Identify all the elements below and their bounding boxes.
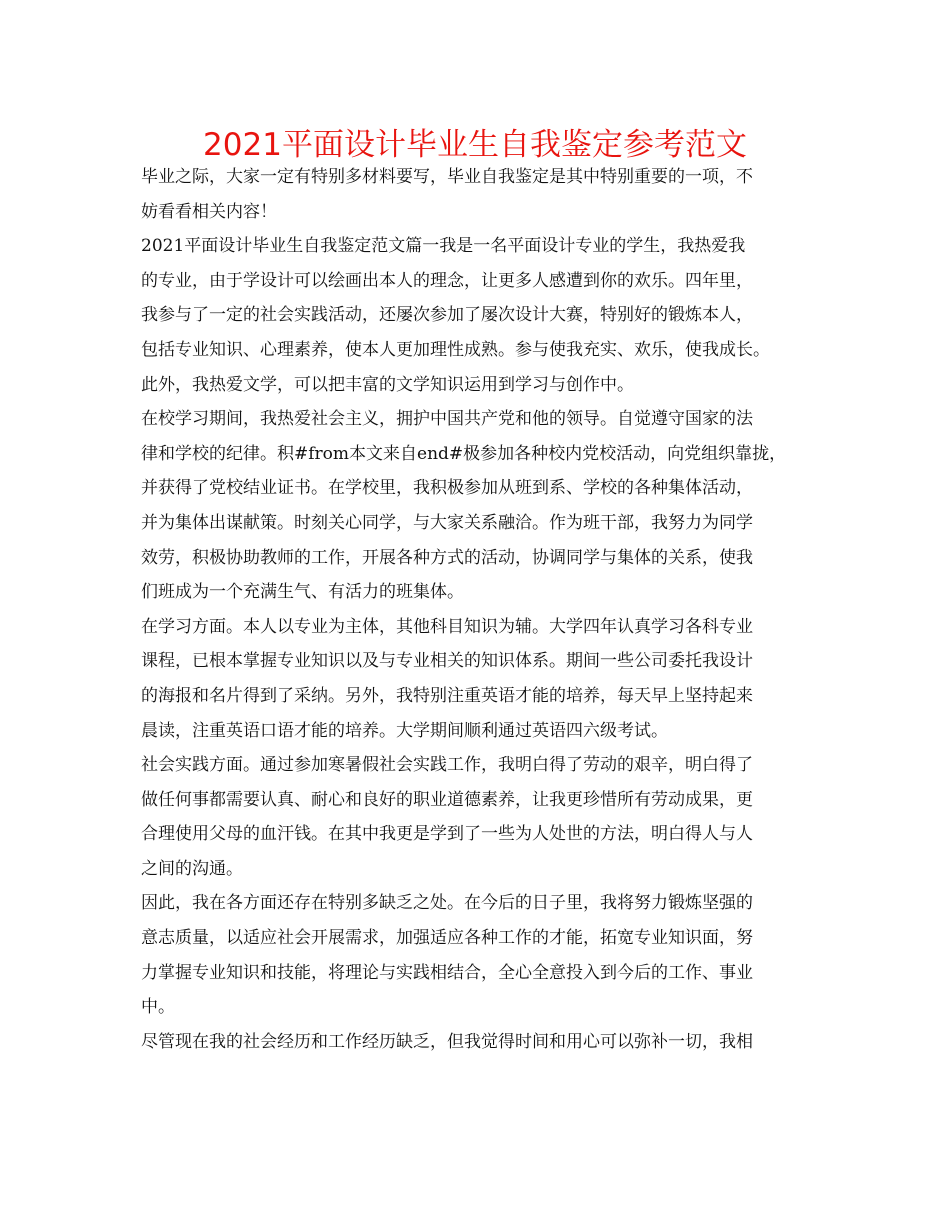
text-line: 毕业之际，大家一定有特别多材料要写，毕业自我鉴定是其中特别重要的一项，不 <box>141 167 753 187</box>
text-line: 在校学习期间，我热爱社会主义，拥护中国共产党和他的领导。自觉遵守国家的法 <box>141 409 753 430</box>
text-line: 并为集体出谋献策。时刻关心同学，与大家关系融洽。作为班干部，我努力为同学 <box>141 512 753 533</box>
text-line: 中。 <box>141 997 175 1018</box>
text-line: 课程，已根本掌握专业知识以及与专业相关的知识体系。期间一些公司委托我设计 <box>141 651 753 672</box>
text-line: 因此，我在各方面还存在特别多缺乏之处。在今后的日子里，我将努力锻炼坚强的 <box>141 893 753 914</box>
text-line: 们班成为一个充满生气、有活力的班集体。 <box>141 582 464 603</box>
text-line: 的海报和名片得到了采纳。另外，我特别注重英语才能的培养，每天早上坚持起来 <box>141 685 753 706</box>
text-line: 做任何事都需要认真、耐心和良好的职业道德素养，让我更珍惜所有劳动成果，更 <box>141 789 753 810</box>
document-title: 2021平面设计毕业生自我鉴定参考范文 <box>203 127 747 163</box>
text-line: 之间的沟通。 <box>141 858 243 879</box>
text-line: 律和学校的纪律。积#from本文来自end#极参加各种校内党校活动，向党组织靠拢， <box>141 443 787 464</box>
text-line: 我参与了一定的社会实践活动，还屡次参加了屡次设计大赛，特别好的锻炼本人， <box>141 305 753 326</box>
text-line: 此外，我热爱文学，可以把丰富的文学知识运用到学习与创作中。 <box>141 374 634 395</box>
text-line: 2021平面设计毕业生自我鉴定范文篇一我是一名平面设计专业的学生，我热爱我 <box>141 236 746 257</box>
text-line: 尽管现在我的社会经历和工作经历缺乏，但我觉得时间和用心可以弥补一切，我相 <box>141 1031 753 1052</box>
text-line: 晨读，注重英语口语才能的培养。大学期间顺利通过英语四六级考试。 <box>141 720 668 741</box>
text-line: 力掌握专业知识和技能，将理论与实践相结合，全心全意投入到今后的工作、事业 <box>141 962 753 983</box>
text-line: 社会实践方面。通过参加寒暑假社会实践工作，我明白得了劳动的艰辛，明白得了 <box>141 755 753 776</box>
text-line: 效劳，积极协助教师的工作，开展各种方式的活动，协调同学与集体的关系，使我 <box>141 547 753 568</box>
text-line: 包括专业知识、心理素养，使本人更加理性成熟。参与使我充实、欢乐，使我成长。 <box>141 339 770 360</box>
document-body <box>141 160 813 1059</box>
text-line: 意志质量，以适应社会开展需求，加强适应各种工作的才能，拓宽专业知识面，努 <box>141 928 753 949</box>
text-line: 妨看看相关内容！ <box>141 201 277 222</box>
text-line: 并获得了党校结业证书。在学校里，我积极参加从班到系、学校的各种集体活动， <box>141 478 753 499</box>
text-line: 在学习方面。本人以专业为主体，其他科目知识为辅。大学四年认真学习各科专业 <box>141 616 753 637</box>
text-line: 合理使用父母的血汗钱。在其中我更是学到了一些为人处世的方法，明白得人与人 <box>141 824 753 845</box>
text-line: 的专业，由于学设计可以绘画出本人的理念，让更多人感遭到你的欢乐。四年里， <box>141 270 753 291</box>
